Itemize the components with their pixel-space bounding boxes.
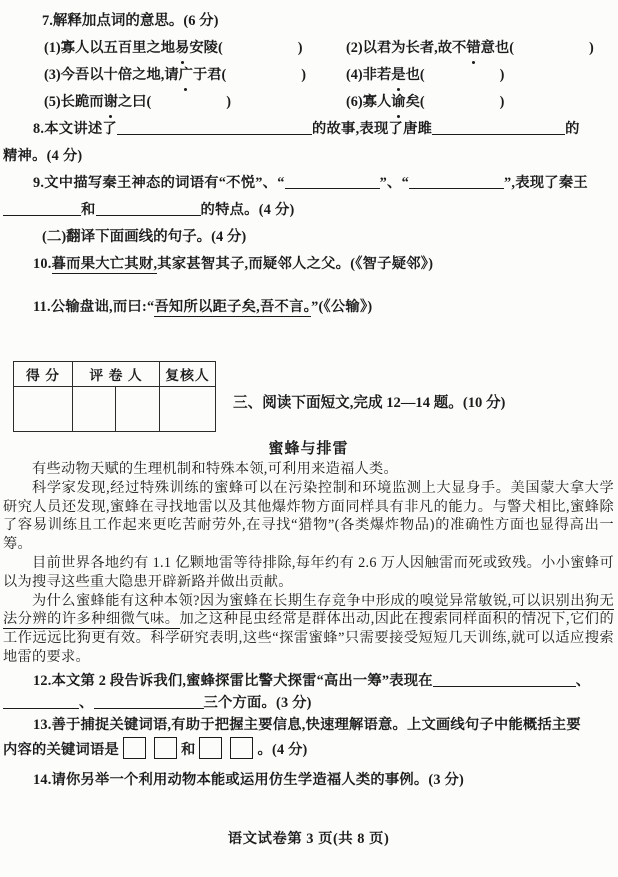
q7-item-1 bbox=[44, 35, 346, 62]
score-table bbox=[13, 361, 216, 432]
score-cell-empty bbox=[116, 387, 160, 432]
q12-line1 bbox=[3, 670, 614, 692]
q9-sep: ”、“ bbox=[379, 175, 409, 191]
keyword-box bbox=[199, 737, 222, 759]
q13-line2 bbox=[3, 736, 614, 764]
q10-rest: 其家甚智其子,而疑邻人之父。(《智子疑邻》) bbox=[157, 256, 434, 272]
q12-tail: 三个方面。(3 分) bbox=[203, 694, 312, 711]
dotted-char: 谢 bbox=[104, 89, 118, 116]
q12-sep: 、 bbox=[79, 694, 94, 711]
score-header-pingjuanren: 评 卷 人 bbox=[73, 362, 160, 387]
dotted-char: 广 bbox=[179, 62, 193, 89]
q7-item-text: 意也 bbox=[480, 40, 510, 56]
q8-mid: 的故事,表现了唐雎 bbox=[311, 121, 433, 137]
q7-item-label: (2) bbox=[346, 40, 363, 56]
underlined-clause: 暮而果大亡其财, bbox=[51, 256, 158, 272]
blank-line bbox=[3, 200, 81, 216]
answer-paren-open: ( bbox=[509, 40, 514, 56]
q12-lead: 12.本文第 2 段告诉我们,蜜蜂探雷比警犬探雷“高出一筹”表现在 bbox=[33, 672, 433, 689]
dotted-char: 易 bbox=[175, 35, 189, 62]
q7-item-text: 矣 bbox=[405, 94, 420, 110]
q13-tail: 。(4 分) bbox=[257, 741, 308, 758]
q8-line1 bbox=[3, 116, 614, 143]
q7-item-text: 今吾以十倍之地,请 bbox=[60, 67, 179, 83]
underlined-sentence: 因为蜜蜂在长期生存竞争中形成的嗅觉异常敏锐,可以识别出狗无法分辨的许多种细微气味。 bbox=[3, 592, 614, 628]
q9-tail: ”,表现了秦王 bbox=[503, 175, 588, 191]
blank-line bbox=[432, 119, 565, 135]
dotted-char: 错 bbox=[466, 35, 480, 62]
q8-lead: 8.本文讲述了 bbox=[33, 121, 117, 137]
q13-mid: 和 bbox=[180, 741, 196, 758]
q9-mid: 和 bbox=[81, 202, 96, 218]
keyword-box bbox=[154, 737, 177, 759]
answer-paren-close: ) bbox=[226, 94, 231, 110]
dotted-char: 谕 bbox=[391, 89, 405, 116]
q7-item-text: 也 bbox=[405, 67, 420, 83]
underlined-clause: 吾知所以距子矣,吾不言。 bbox=[154, 299, 312, 315]
blank-line bbox=[433, 671, 576, 687]
keyword-box bbox=[123, 737, 146, 759]
q14: 14.请你另举一个利用动物本能或运用仿生学造福人类的事例。(3 分) bbox=[33, 771, 464, 788]
passage-paragraph-3: 目前世界各地约有 1.1 亿颗地雷等待排除,每年约有 2.6 万人因触雷而死或致残。小小蜜蜂可以为搜寻这些重大隐患开辟新路并做出贡献。 bbox=[3, 554, 614, 590]
blank-line bbox=[285, 173, 380, 189]
answer-paren-close: ) bbox=[301, 67, 307, 83]
q12-sep: 、 bbox=[575, 672, 591, 689]
q9-line2 bbox=[3, 197, 614, 224]
q7-item-text: 长跪而 bbox=[60, 94, 104, 110]
q9-line1 bbox=[3, 170, 614, 197]
q8-line2: 精神。(4 分) bbox=[3, 148, 83, 164]
q7-item-text: 于君 bbox=[192, 67, 222, 83]
blank-line bbox=[96, 200, 201, 216]
q7-item-text: 寡人以五百里之地 bbox=[60, 40, 176, 56]
score-cell-empty bbox=[160, 387, 216, 432]
p4-rest: 加之这种昆虫经常是群体出动,因此在搜索同样面积的情况下,它们的工作远远比狗更有效。科学研究表明,这些“探雷蜜蜂”只需要接受短短几天训练,就可以适应搜索地雷的要求。 bbox=[3, 611, 614, 665]
answer-paren-open: ( bbox=[146, 94, 152, 110]
answer-paren-open: ( bbox=[221, 67, 227, 83]
q7-item-text: 之曰 bbox=[117, 94, 147, 110]
p4-lead: 为什么蜜蜂能有这种本领? bbox=[32, 592, 200, 609]
q10 bbox=[3, 251, 614, 278]
score-section bbox=[13, 361, 614, 432]
answer-paren-open: ( bbox=[419, 94, 425, 110]
answer-paren-close: ) bbox=[499, 67, 505, 83]
score-header-fuheren: 复核人 bbox=[160, 362, 216, 387]
dotted-char: 是 bbox=[391, 62, 405, 89]
q7-title: 7.解释加点词的意思。(6 分) bbox=[42, 13, 219, 29]
passage-paragraph-1: 有些动物天赋的生理机制和特殊本领,可利用来造福人类。 bbox=[32, 461, 399, 477]
q7-item-label: (4) bbox=[346, 67, 363, 83]
q13-line1: 13.善于捕捉关键词语,有助于把握主要信息,快速理解语意。上文画线句子中能概括主要 bbox=[33, 716, 581, 733]
blank-line bbox=[409, 173, 504, 189]
blank-line bbox=[94, 693, 204, 709]
q7-item-label: (3) bbox=[44, 67, 61, 83]
q8-tail: 的 bbox=[565, 121, 580, 137]
answer-paren-open: ( bbox=[419, 67, 425, 83]
q7-item-text: 寡人 bbox=[362, 94, 392, 110]
q7-item-label: (1) bbox=[44, 40, 61, 56]
score-cell-empty bbox=[73, 387, 116, 432]
q7-item-6 bbox=[346, 89, 614, 116]
passage-title: 蜜蜂与排雷 bbox=[268, 441, 349, 457]
q7-item-label: (5) bbox=[44, 94, 61, 110]
q13-lead: 内容的关键词语是 bbox=[3, 741, 119, 758]
answer-paren-close: ) bbox=[499, 94, 505, 110]
q11-label: 11. bbox=[33, 299, 51, 315]
passage-paragraph-2: 科学家发现,经过特殊训练的蜜蜂可以在污染控制和环境监测上大显身手。美国蒙大拿大学研究人员还发现,蜜蜂在寻找地雷以及其他爆炸物方面同样具有非凡的能力。与警犬相比,蜜蜂除了容易训练且工作起来更吃苦耐劳外,在寻找“猎物”(各类爆炸物品)的准确性方面也显得高出一筹。 bbox=[3, 479, 614, 553]
q12-line2 bbox=[3, 692, 614, 714]
score-cell-empty bbox=[14, 387, 73, 432]
q7-items bbox=[44, 35, 614, 116]
q11-rest: ”(《公输》) bbox=[311, 299, 373, 315]
passage-paragraph-4 bbox=[3, 592, 614, 667]
blank-line bbox=[117, 119, 312, 135]
reading-passage bbox=[3, 438, 614, 667]
q7-item-label: (6) bbox=[346, 94, 363, 110]
q7-item-2 bbox=[346, 35, 614, 62]
q7-item-4 bbox=[346, 62, 614, 89]
q7-item-3 bbox=[44, 62, 346, 89]
q7-item-5 bbox=[44, 89, 346, 116]
answer-paren-close: ) bbox=[588, 40, 594, 56]
q7-item-text: 非若 bbox=[362, 67, 392, 83]
answer-paren-open: ( bbox=[217, 40, 223, 56]
section3-title: 三、阅读下面短文,完成 12—14 题。(10 分) bbox=[233, 395, 506, 411]
q11-lead: 公输盘诎,而曰:“ bbox=[50, 299, 155, 315]
answer-paren-close: ) bbox=[297, 40, 303, 56]
q10-label: 10. bbox=[33, 256, 52, 272]
section2-title: (二)翻译下面画线的句子。(4 分) bbox=[42, 229, 247, 245]
q9-lead: 9.文中描写秦王神态的词语有“不悦”、“ bbox=[33, 175, 285, 191]
blank-line bbox=[3, 693, 79, 709]
q7-item-text: 安陵 bbox=[189, 40, 218, 56]
keyword-box bbox=[230, 737, 253, 759]
q9-tail2: 的特点。(4 分) bbox=[200, 202, 295, 218]
q11 bbox=[3, 294, 614, 321]
q7-item-text: 以君为长者,故不 bbox=[362, 40, 467, 56]
page-footer: 语文试卷第 3 页(共 8 页) bbox=[227, 830, 390, 847]
score-header-defen: 得 分 bbox=[14, 362, 73, 387]
